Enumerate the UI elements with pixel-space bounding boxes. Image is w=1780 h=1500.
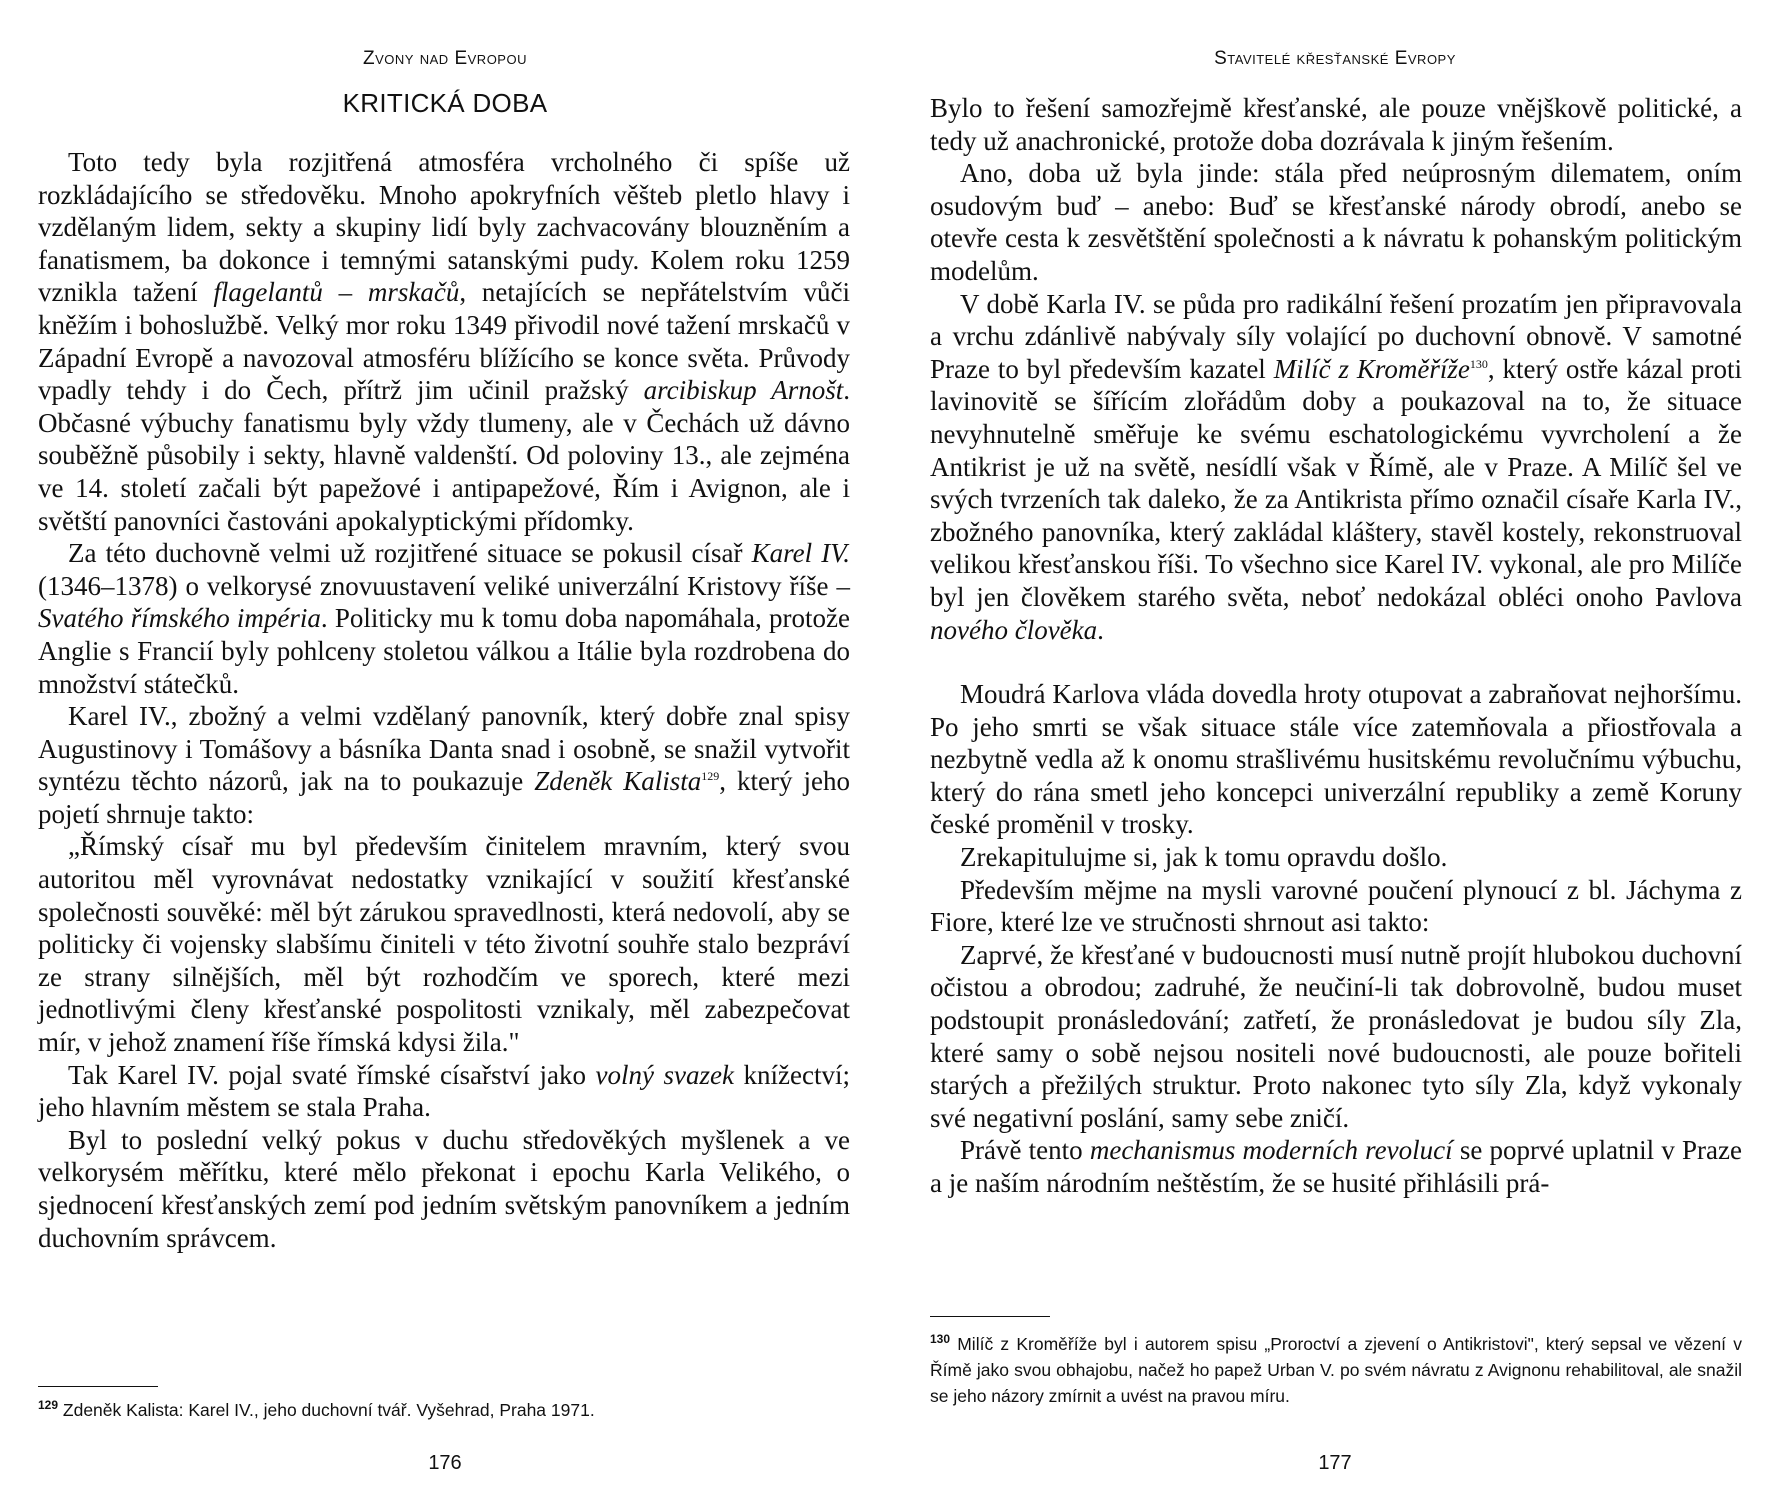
paragraph: Zaprvé, že křesťané v budoucnosti musí nutně projít hlubokou duchovní očistou a obrodou; zadruhé, že neučiní-li tak dobrovolně, budou muset podstoupit pronásledování; zatřetí, že pronásledovat je budou síly Zla, které samy o sobě nejsou nositeli nové budoucnosti, ale pouze bořiteli starých a přežilých struktur. Proto nakonec tyto síly Zla, když vykonaly své negativní poslání, samy sebe zničí.	[930, 939, 1742, 1133]
page-number: 176	[428, 1452, 462, 1474]
paragraph: Právě tento mechanismus moderních revolucí se poprvé uplatnil v Praze a je naším národním neštěstím, že se husité přihlásili prá-	[930, 1135, 1742, 1198]
paragraph: Moudrá Karlova vláda dovedla hroty otupovat a zabraňovat nejhoršímu. Po jeho smrti se však situace stále více zatemňovala a přiostřovala a nezbytně vedla až k onomu strašlivému husitskému revolučnímu výbuchu, který do rána smetl jeho koncepci univerzální republiky a země Koruny české proměnil v trosky.	[930, 679, 1742, 840]
footnote-divider	[930, 1316, 1050, 1317]
footnote: $^{129}$ Zdeněk Kalista: Karel IV., jeho duchovní tvář. Vyšehrad, Praha 1971.	[38, 1398, 595, 1420]
paragraph: Ano, doba už byla jinde: stála před neúprosným dilematem, oním osudovým buď – anebo: Buď se křesťanské národy obrodí, anebo se otevře cesta k zesvětštění společnosti a k návratu k pohanským politickým modelům.	[930, 158, 1742, 286]
footnote: $^{130}$ Milíč z Kroměříže byl i autorem spisu „Proroctví a zjevení o Antikristovi", který sepsal ve vězení v Římě jako svou obhajobu, načež ho papež Urban V. po svém návratu z Avignonu rehabilitoval, ale snažil se jeho názory zmírnit a uvést na pravou míru.	[930, 1332, 1742, 1406]
footnote-divider	[38, 1386, 158, 1387]
paragraph: Za této duchovně velmi už rozjitřené situace se pokusil císař Karel IV. (1346–1378) o velkorysé znovuustavení veliké univerzální Kristovy říše – Svatého římského impéria. Politicky mu k tomu doba napomáhala, protože Anglie s Francií byly pohlceny stoletou válkou a Itálie byla rozdrobena do množství státečků.	[38, 538, 850, 699]
quotation-paragraph: „Římský císař mu byl především činitelem mravním, který svou autoritou měl vyrovnávat nedostatky vznikající v soužití křesťanské společnosti souvěké: měl být zárukou spravedlnosti, která nedovolí, aby se politicky či vojensky slabšímu činiteli v této životní souhře stalo bezpráví ze strany silnějších, měl být rozhodčím ve sporech, které mezi jednotlivými členy křesťanské pospolitosti vznikaly, měl zabezpečovat mír, v jehož znamení říše římská kdysi žila."	[38, 831, 850, 1058]
paragraph: Byl to poslední velký pokus v duchu středověkých myšlenek a ve velkorysém měřítku, které mělo překonat i epochu Karla Velikého, o sjednocení křesťanských zemí pod jedním světským panovníkem a jedním duchovním správcem.	[38, 1124, 850, 1253]
chapter-title: KRITICKÁ DOBA	[342, 88, 548, 118]
footnote-reference[interactable]: 130	[1469, 356, 1488, 371]
body-text	[930, 92, 1742, 1200]
running-head: Zvony nad Evropou	[363, 48, 527, 69]
footnote-reference[interactable]: 129	[701, 769, 720, 784]
body-text	[38, 146, 850, 1254]
right-page	[890, 0, 1780, 1500]
paragraph: Karel IV., zbožný a velmi vzdělaný panovník, který dobře znal spisy Augustinovy i Tomášovy a básníka Danta snad i osobně, se snažil vytvořit syntézu těchto názorů, jak na to poukazuje Zdeněk Kalista$^{129}$, který jeho pojetí shrnuje takto:	[38, 701, 850, 829]
paragraph: Tak Karel IV. pojal svaté římské císařství jako volný svazek knížectví; jeho hlavním městem se stala Praha.	[38, 1059, 850, 1123]
paragraph: V době Karla IV. se půda pro radikální řešení prozatím jen připravovala a vrchu zdánlivě nabývaly síly volající po duchovní obnově. V samotné Praze to byl především kazatel Milíč z Kroměříže$^{130}$, který ostře kázal proti lavinovitě se šířícím zlořádům doby a poukazoval na to, že situace nevyhnutelně směřuje ke svému eschatologickému vyvrcholení a že Antikrist je už na světě, nesídlí však v Římě, ale v Praze. A Milíč šel ve svých tvrzeních tak daleko, že za Antikrista přímo označil císaře Karla IV., zbožného panovníka, který zakládal kláštery, stavěl kostely, rekonstruoval velikou křesťanskou říši. To všechno sice Karel IV. vykonal, ale pro Milíče byl jen člověkem starého světa, neboť nedokázal obléci onoho Pavlova nového člověka.	[930, 288, 1743, 645]
paragraph: Bylo to řešení samozřejmě křesťanské, ale pouze vnějškově politické, a tedy už anachronické, protože doba dozrávala k jiným řešením.	[930, 93, 1742, 156]
page-number: 177	[1318, 1452, 1352, 1474]
paragraph: Toto tedy byla rozjitřená atmosféra vrcholného či spíše už rozkládajícího se středověku. Mnoho apokryfních věšteb pletlo hlavy i vzdělaným lidem, sekty a skupiny lidí byly zachvacovány blouzněním a fanatismem, ba dokonce i temnými satanskými pudy. Kolem roku 1259 vznikla tažení flagelantů – mrskačů, netajících se nepřátelstvím vůči kněžím i bohoslužbě. Velký mor roku 1349 přivodil nové tažení mrskačů v Západní Evropě a navozoval atmosféru blížícího se konce světa. Průvody vpadly tehdy i do Čech, přítrž jim učinil pražský arcibiskup Arnošt. Občasné výbuchy fanatismu byly vždy tlumeny, ale v Čechách už dávno souběžně působily i sekty, hlavně valdenští. Od poloviny 13., ale zejména ve 14. století začali být papežové i antipapežové, Řím i Avignon, ale i světští panovníci častováni apokalyptickými přídomky.	[38, 147, 850, 536]
running-head: Stavitelé křesťanské Evropy	[1214, 48, 1456, 69]
paragraph: Zrekapitulujme si, jak k tomu opravdu došlo.	[960, 842, 1448, 873]
paragraph: Především mějme na mysli varovné poučení plynoucí z bl. Jáchyma z Fiore, které lze ve stručnosti shrnout asi takto:	[930, 874, 1742, 938]
